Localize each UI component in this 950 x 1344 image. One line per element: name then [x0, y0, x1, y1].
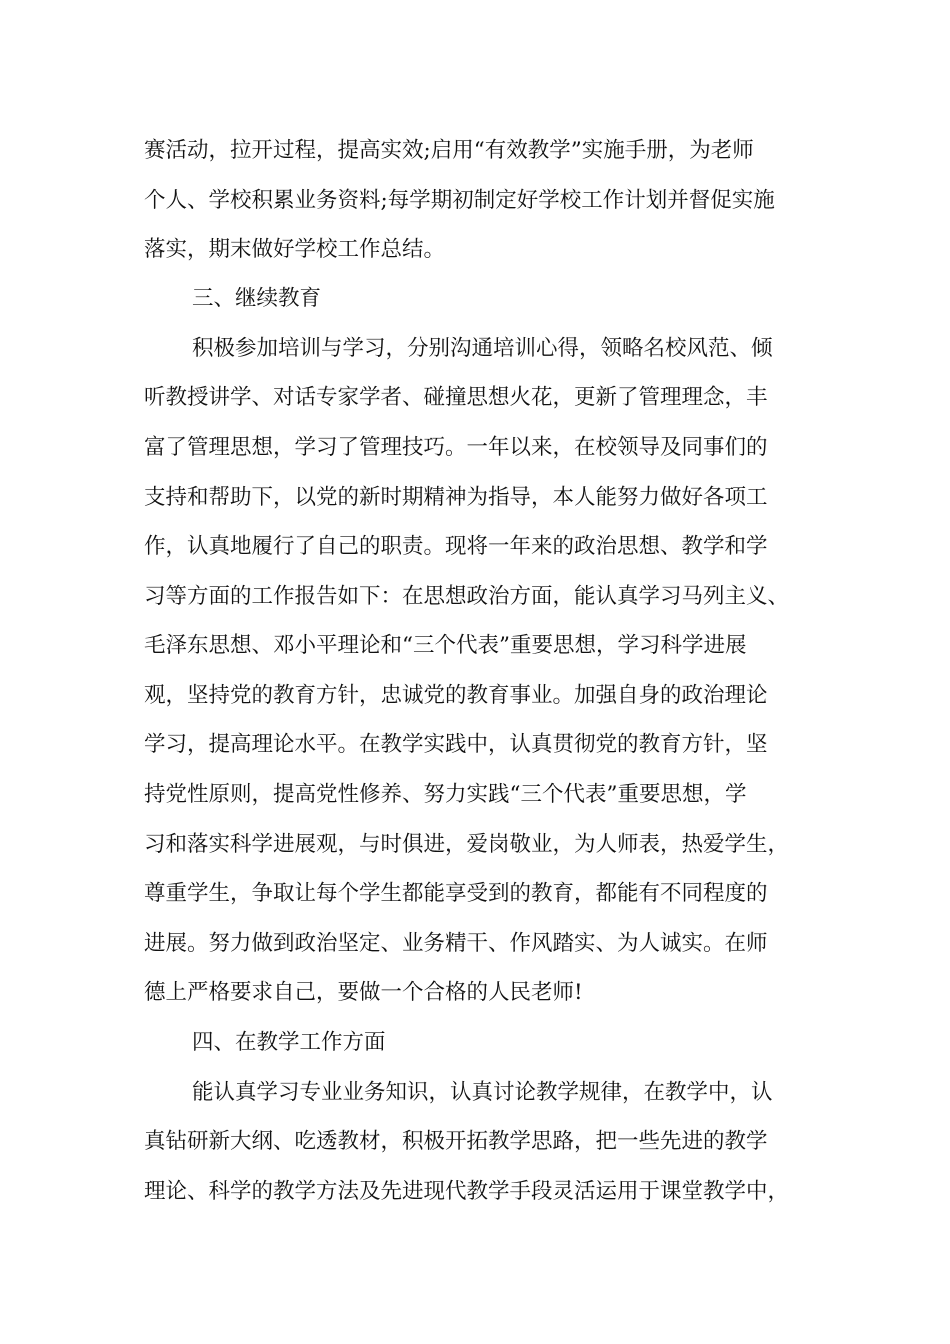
- text-line-17: 进展。努力做到政治坚定、业务精干、作风踏实、为人诚实。在师: [144, 931, 768, 956]
- text-line-18: 德上严格要求自己，要做一个合格的人民老师!: [144, 980, 583, 1005]
- text-line-13: 学习，提高理论水平。在教学实践中，认真贯彻党的教育方针，坚: [144, 732, 768, 757]
- text-line-16: 尊重学生，争取让每个学生都能享受到的教育，都能有不同程度的: [144, 881, 768, 906]
- text-line-2: 个人、学校积累业务资料;每学期初制定好学校工作计划并督促实施: [144, 188, 775, 213]
- text-line-21: 真钻研新大纲、吃透教材，积极开拓教学思路，把一些先进的教学: [144, 1129, 768, 1154]
- text-line-22: 理论、科学的教学方法及先进现代教学手段灵活运用于课堂教学中，: [144, 1179, 790, 1204]
- section-heading-4: 四、在教学工作方面: [192, 1030, 386, 1055]
- text-line-1: 赛活动，拉开过程，提高实效;启用“有效教学”实施手册，为老师: [144, 138, 754, 163]
- text-line-3: 落实，期末做好学校工作总结。: [144, 237, 446, 262]
- text-line-6: 听教授讲学、对话专家学者、碰撞思想火花，更新了管理理念，丰: [144, 385, 768, 410]
- text-line-10: 习等方面的工作报告如下：在思想政治方面，能认真学习马列主义、: [144, 584, 790, 609]
- text-line-12: 观，坚持党的教育方针，忠诚党的教育事业。加强自身的政治理论: [144, 683, 768, 708]
- text-line-8: 支持和帮助下，以党的新时期精神为指导，本人能努力做好各项工: [144, 485, 768, 510]
- text-line-11: 毛泽东思想、邓小平理论和“三个代表”重要思想，学习科学进展: [144, 633, 747, 658]
- section-heading-3: 三、继续教育: [192, 286, 322, 311]
- text-line-14: 持党性原则，提高党性修养、努力实践“三个代表”重要思想，学: [144, 782, 747, 807]
- paragraph-first-line-2: 能认真学习专业业务知识，认真讨论教学规律，在教学中，认: [192, 1080, 773, 1105]
- text-line-9: 作，认真地履行了自己的职责。现将一年来的政治思想、教学和学: [144, 534, 768, 559]
- paragraph-first-line: 积极参加培训与学习，分别沟通培训心得，领略名校风范、倾: [192, 336, 773, 361]
- text-line-7: 富了管理思想，学习了管理技巧。一年以来，在校领导及同事们的: [144, 435, 768, 460]
- text-line-15: 习和落实科学进展观，与时俱进，爱岗敬业，为人师表，热爱学生，: [144, 832, 790, 857]
